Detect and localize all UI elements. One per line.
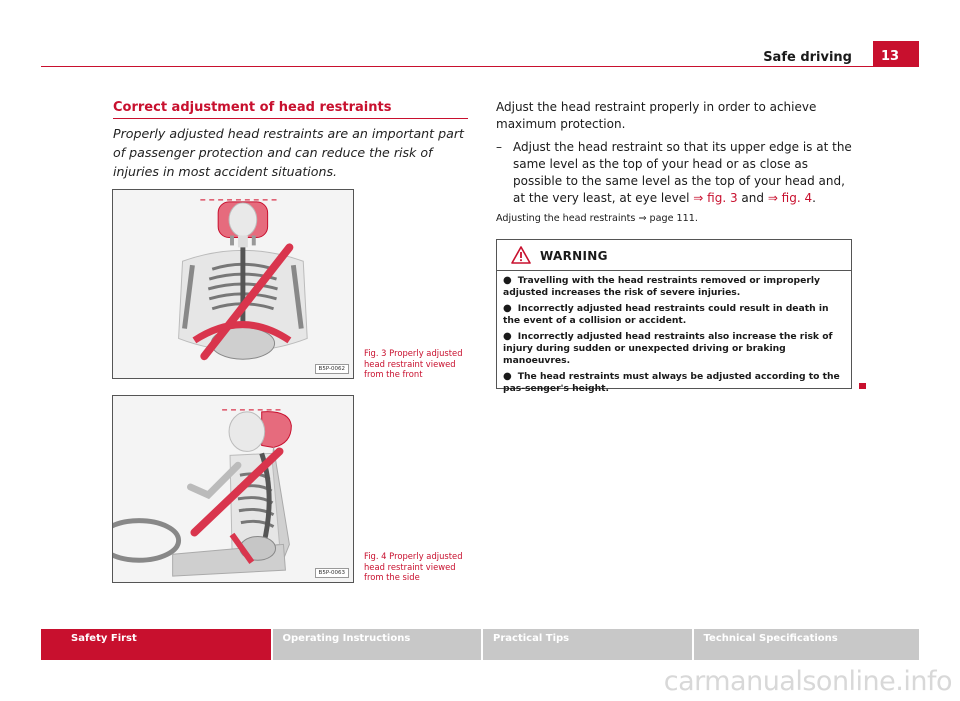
footer-tab-practical-tips[interactable]: Practical Tips — [483, 629, 692, 660]
header-rule — [41, 66, 919, 67]
warning-list — [497, 271, 851, 396]
footer-tab-operating-instructions[interactable]: Operating Instructions — [273, 629, 482, 660]
warning-item: ● Incorrectly adjusted head restraints could result in death in the event of a collision or accident. — [503, 302, 829, 327]
heading-rule — [113, 118, 468, 119]
watermark: carmanualsonline.info — [663, 666, 952, 697]
warning-item: ● The head restraints must always be adjusted according to the pas-senger's height. — [503, 370, 840, 395]
section-end-marker — [859, 383, 866, 389]
fig3-link[interactable]: ⇒ fig. 3 — [693, 191, 738, 205]
section-title: Safe driving — [763, 50, 852, 65]
footer-tab-safety-first[interactable]: Safety First — [41, 629, 271, 660]
page-number: 13 — [873, 41, 919, 67]
figure-head-restraint-side — [112, 395, 354, 583]
skeleton-front-illustration — [113, 190, 353, 378]
instruction-step — [496, 139, 856, 207]
footer-tab-technical-specifications[interactable]: Technical Specifications — [694, 629, 919, 660]
fig4-link[interactable]: ⇒ fig. 4 — [767, 191, 813, 205]
figure-code: B5P-0062 — [315, 364, 349, 374]
footer-nav — [41, 629, 919, 660]
warning-box — [496, 239, 852, 395]
warning-title: WARNING — [540, 249, 608, 263]
figure-code: B5P-0063 — [315, 568, 349, 578]
warning-triangle-icon — [511, 246, 531, 264]
skeleton-side-illustration — [113, 396, 353, 582]
step-and: and — [737, 191, 768, 205]
page-reference-link[interactable]: Adjusting the head restraints ⇒ page 111. — [496, 213, 698, 224]
warning-item: ● Travelling with the head restraints removed or improperly adjusted increases the risk of severe injuries. — [503, 275, 820, 299]
step-end: . — [812, 191, 816, 205]
warning-header — [497, 240, 851, 271]
section-heading: Correct adjustment of head restraints — [113, 100, 392, 115]
intro-text: Properly adjusted head restraints are an important part of passenger protection and can reduce the risk of injuries in most accident situations. — [113, 126, 464, 179]
figure-caption: Fig. 4 Properly adjusted head restraint viewed from the side — [364, 551, 463, 582]
figure-head-restraint-front — [112, 189, 354, 379]
step-dash: – — [496, 140, 502, 154]
step-text — [513, 139, 856, 207]
body-paragraph: Adjust the head restraint properly in order to achieve maximum protection. — [496, 100, 817, 131]
warning-item: ● Incorrectly adjusted head restraints also increase the risk of injury during sudden or unexpected driving or braking manoeuvres. — [503, 330, 833, 367]
figure-caption: Fig. 3 Properly adjusted head restraint viewed from the front — [364, 348, 463, 379]
step-text-main: Adjust the head restraint so that its upper edge is at the same level as the top of your head or as close as possible to the same level as the top of your head and, at the very least, at eye level — [513, 140, 852, 205]
